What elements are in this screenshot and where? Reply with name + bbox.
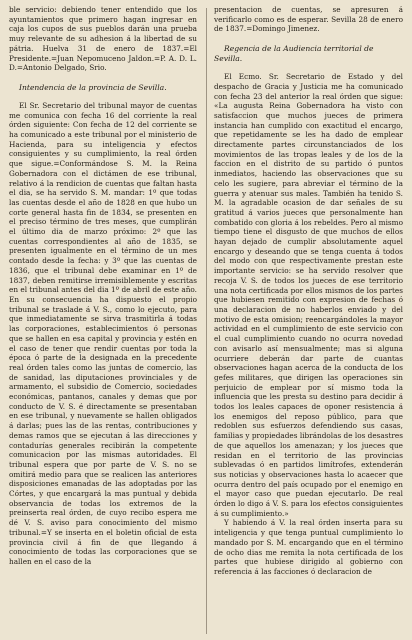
right-top-paragraph: presentacion de cuentas, se apresuren á verificarlo como es de esperar. Sevilla 28 de enero de 1837.=Domingo Jimenez. xyxy=(214,5,403,34)
column-divider xyxy=(206,8,207,634)
right-bottom-paragraph: Y habiendo á V. la real órden inserta para su inteligencia y que tenga puntual cumplimiento lo mandado por S. M. encargando que en el término de ocho dias me remita la nota certificada de los partes que hubiese dirigido al gobierno con referencia á las facciones ó declaracion de xyxy=(214,518,403,576)
left-body-paragraph: El Sr. Secretario del tribunal mayor de cuentas me comunica con fecha 16 del corriente la real órden siguiente: Con fecha de 12 del corriente se ha comunicado a este tribunal por el ministerio de Hacienda, para su inteligencia y efectos consiguientes y su cumplimiento, la real órden que sigue.=Conformándose S. M. la Reina Gobernadora con el dictámen de ese tribunal, relativo á la rendicion de cuentas que faltan hasta el dia, se ha servido S. M. mandar: 1º que todas las cuentas desde el año de 1828 en que hubo un corte general hasta fin de 1834, se presenten en el preciso término de tres meses, que cumplirán el último dia de marzo próximo: 2º que las cuentas correspondientes al año de 1835, se presenten igualmente en el término de un mes contado desde la fecha: y 3º que las cuentas de 1836, que el tribunal debe examinar en 1º de 1837, deben remitirse irremisiblemente y escritas en el tribunal antes del dia 1º de abril de este año. En su consecuencia ha dispuesto el propio tribunal se traslade á V. S., como lo ejecuto, para que inmediatamente se sirva trasmitirla á todas las corporaciones, establecimientos ó personas que se hallen en esa capital y provincia y estén en el caso de tener que rendir cuentas por toda la época ó parte de la designada en la precedente real órden tales como las juntas de comercio, las de sanidad, las diputaciones provinciales y de armamento, el subsidio de Comercio, sociedades económicas, pantanos, canales y demas que por conducto de V. S. é directamente se presentaban en ese tribunal, y nuevamente se hallen obligados á darlas; pues las de las rentas, contribuciones y demas ramos que se ejecutan á las direcciones y contadurías generales recibirán la competente comunicacion por las mismas autoridades. El tribunal espera que por parte de V. S. no se omitirá medio para que se realicen las anteriores disposiciones emanadas de las adoptadas por las Córtes, y que encargará la mas puntual y debida observancia de todas los extremos de la preinserta real órden, de cuyo recibo espera me dé V. S. aviso para conocimiento del mismo tribunal.=Y se inserta en el boletin oficial de esta provincia civil á fin de que llegando á conocimiento de todas las corporaciones que se hallen en el caso de la xyxy=(9,100,197,566)
right-body-paragraph: El Ecmo. Sr. Secretario de Estado y del despacho de Gracia y Justicia me ha comunicado con fecha 23 del anterior la real órden que sigue: «La augusta Reina Gobernadora ha visto con satisfaccion que muchos jueces de primera instancia han cumplido con exactitud el encargo, que repetidamente se les ha dado de emplear directamente partes circunstanciados de los movimientos de las tropas leales y de los de la faccion en el distrito de su partido ó puntos inmediatos, haciendo las observaciones que su celo les sugiere, para abreviar el término de la guerra y atenuar sus males. También ha tenido S. M. la agradable ocasion de dar señales de su gratitud á varios jueces que personalmente han combatido con gloria á los rebeldes. Pero al mismo tiempo tiene el disgusto de que muchos de ellos hayan dejado de cumplir absolutamente aquel encargo y deseando que se tenga cuenta á todos del modo con que respectivamente prestan este importante servicio: se ha servido resolver que recoja V. S. de todos los jueces de ese territorio una nota certificada por ellos mismos de los partes que hubiesen remitido con expresion de fechas ó una declaracion de no haberlos enviado y del motivo de esta omision; reencargándoles la mayor actividad en el cumplimiento de este servicio con el cual cumplimiento cuando no ocurra novedad con avisarlo así mensualmente; mas si alguna ocurriere deberán dar parte de cuantas observaciones hagan acerca de la conducta de los gefes militares, que dirigen las operaciones sin perjuicio de emplear por sí mismo toda la influencia que les presta su destino para decidir á todos los leales capaces de oponer resistencia á los enemigos del reposo público, para que redoblen sus esfuerzos defendiendo sus casas, familias y propiedades librándolas de los desastres de que aquellos los amenazan; y los jueces que residan en el territorio de las provincias sublevadas ó en partidos limítrofes, extenderán sus noticias y observaciones hasta lo acaecer que ocurra dentro del país ocupado por el enemigo en el mayor caso que puedan ejecutarlo. De real órden lo digo á V. S. para los efectos consiguientes á su cumplimiento.» xyxy=(214,72,403,518)
left-column xyxy=(9,5,197,567)
left-top-paragraph: ble servicio: debiendo tener entendido que los ayuntamientos que primero hagan ingresar en caja los cupos de sus pueblos darán una prueba muy relevante de su adhesion á la libertad de su pátria. Huelva 31 de enero de 1837.=El Presidente.=Juan Nepomuceno Jaldon.=P. A. D. L. D.=Antonio Delgado, Srio. xyxy=(9,5,197,73)
left-section-heading: Intendencia de la provincia de Sevilla. xyxy=(19,82,167,92)
right-section-heading: Regencia de la Audiencia territorial de Sevilla. xyxy=(214,44,374,64)
right-column xyxy=(214,5,403,577)
